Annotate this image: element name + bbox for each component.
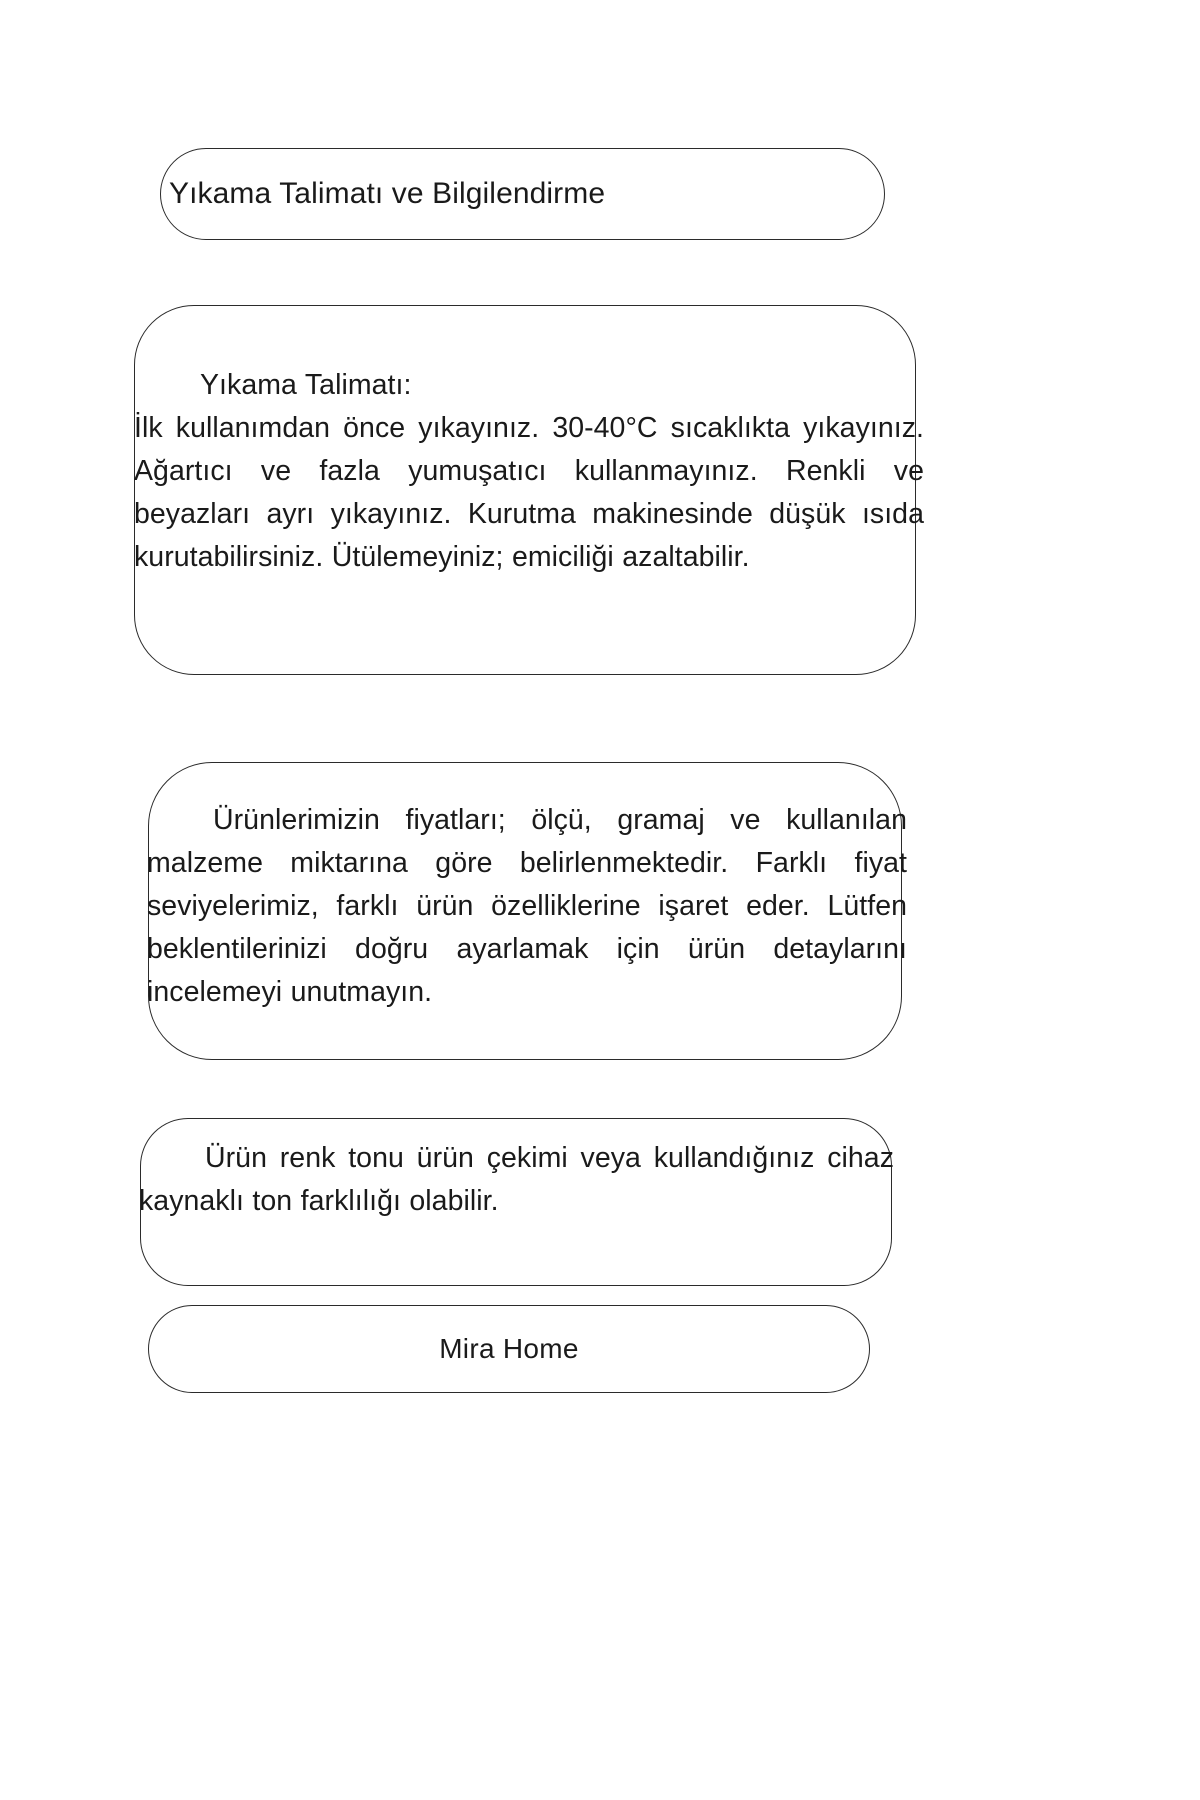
wash-instructions-text <box>134 364 924 579</box>
color-note-body: Ürün renk tonu ürün çekimi veya kullandığınız cihaz kaynaklı ton farklılığı olabilir. <box>139 1142 894 1217</box>
footer-card <box>148 1305 870 1393</box>
color-note-card <box>140 1118 892 1286</box>
color-note-text <box>139 1137 894 1223</box>
pricing-note-text <box>147 799 907 1014</box>
wash-instructions-heading: Yıkama Talimatı: <box>200 369 412 401</box>
page-title: Yıkama Talimatı ve Bilgilendirme <box>169 177 606 210</box>
wash-instructions-card <box>134 305 924 675</box>
header-card <box>160 148 885 240</box>
brand-name: Mira Home <box>439 1333 579 1364</box>
pricing-note-card <box>147 762 907 1060</box>
wash-instructions-body: İlk kullanımdan önce yıkayınız. 30-40°C sıcaklıkta yıkayınız. Ağartıcı ve fazla yumuşatıcı kullanmayınız. Renkli ve beyazları ayrı yıkayınız. Kurutma makinesinde düşük ısıda kurutabilirsiniz. Ütülemeyiniz; emiciliği azaltabilir. <box>134 412 924 573</box>
pricing-note-body: Ürünlerimizin fiyatları; ölçü, gramaj ve kullanılan malzeme miktarına göre belirlenmektedir. Farklı fiyat seviyelerimiz, farklı ürün özelliklerine işaret eder. Lütfen beklentilerinizi doğru ayarlamak için ürün detaylarını incelemeyi unutmayın. <box>147 804 907 1008</box>
